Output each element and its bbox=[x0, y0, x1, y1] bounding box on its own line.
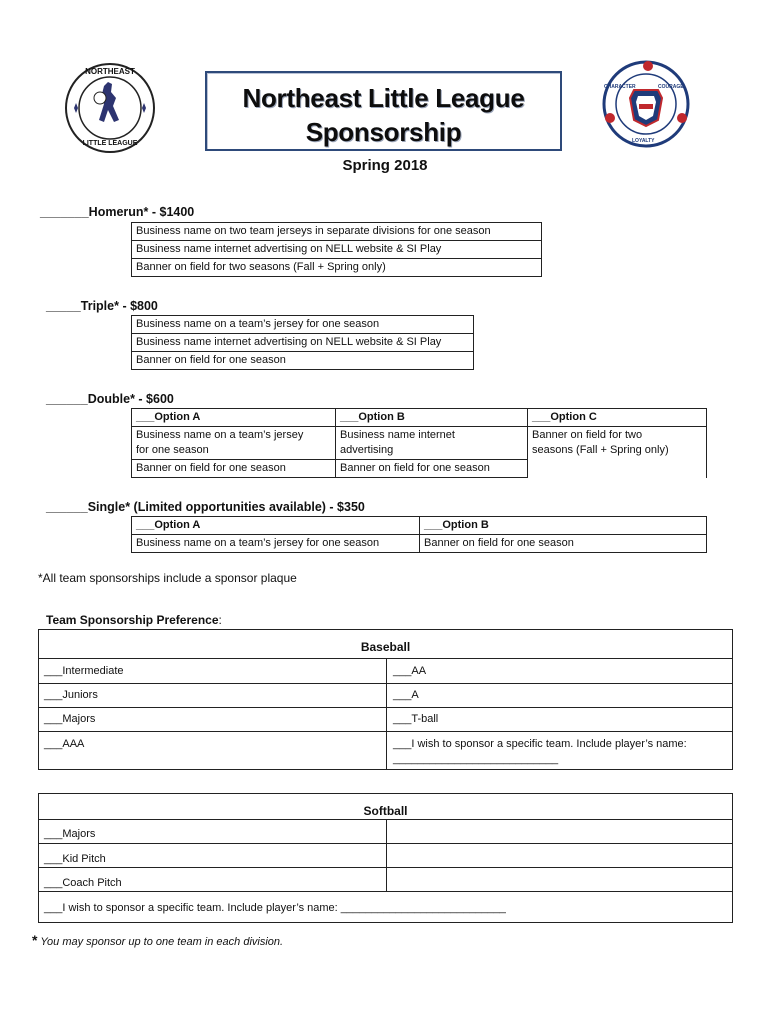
triple-row: Banner on field for one season bbox=[132, 352, 474, 370]
single-label: ______Single* (Limited opportunities available) - $350 bbox=[46, 500, 365, 514]
title-box bbox=[205, 71, 562, 151]
homerun-row: Banner on field for two seasons (Fall + Spring only) bbox=[132, 259, 542, 277]
softball-option-specific-team: ___I wish to sponsor a specific team. Include player’s name: ___________________________ bbox=[44, 902, 506, 914]
emblem-word-loyalty: LOYALTY bbox=[632, 138, 655, 144]
little-league-emblem-logo bbox=[602, 58, 690, 152]
softball-option-kid-pitch: ___Kid Pitch bbox=[44, 853, 106, 865]
triple-row: Business name on a team’s jersey for one season bbox=[132, 316, 474, 334]
homerun-row: Business name on two team jerseys in separate divisions for one season bbox=[132, 223, 542, 241]
preference-heading: Team Sponsorship Preference: bbox=[46, 613, 222, 627]
single-option-a-item: Business name on a team’s jersey for one season bbox=[132, 535, 420, 553]
baseball-option-aaa: ___AAA bbox=[44, 738, 85, 750]
logo-bottom-text: LITTLE LEAGUE bbox=[82, 140, 138, 147]
double-option-b-item: Banner on field for one season bbox=[336, 460, 528, 478]
northeast-little-league-logo bbox=[64, 62, 156, 154]
double-option-a-item: Business name on a team’s jersey for one season bbox=[132, 427, 336, 460]
baseball-option-majors: ___Majors bbox=[44, 713, 96, 725]
emblem-word-character: CHARACTER bbox=[604, 84, 636, 90]
double-option-c-header: ___Option C bbox=[528, 409, 707, 427]
double-option-a-header: ___Option A bbox=[132, 409, 336, 427]
triple-table bbox=[131, 315, 474, 370]
logo-top-text: NORTHEAST bbox=[85, 67, 135, 76]
baseball-option-juniors: ___Juniors bbox=[44, 689, 98, 701]
double-table bbox=[131, 408, 707, 478]
double-option-a-item: Banner on field for one season bbox=[132, 460, 336, 478]
plaque-note: *All team sponsorships include a sponsor plaque bbox=[38, 571, 297, 585]
softball-option-coach-pitch: ___Coach Pitch bbox=[44, 877, 122, 889]
homerun-label: _______Homerun* - $1400 bbox=[40, 205, 195, 219]
title-line-2: Sponsorship bbox=[305, 117, 462, 147]
softball-title: Softball bbox=[363, 804, 408, 818]
baseball-player-name-blank: ___________________________ bbox=[393, 753, 559, 765]
baseball-option-tball: ___T-ball bbox=[393, 713, 439, 725]
title-line-1: Northeast Little League bbox=[242, 83, 525, 113]
softball-option-majors: ___Majors bbox=[44, 828, 96, 840]
single-table bbox=[131, 516, 707, 553]
baseball-option-specific-team: ___I wish to sponsor a specific team. Include player’s name: bbox=[393, 738, 687, 750]
baseball-option-aa: ___AA bbox=[393, 665, 427, 677]
footnote: * You may sponsor up to one team in each division. bbox=[32, 932, 284, 948]
single-option-b-header: ___Option B bbox=[420, 517, 707, 535]
triple-label: _____Triple* - $800 bbox=[46, 299, 158, 313]
homerun-table bbox=[131, 222, 542, 277]
double-option-b-item: Business name internet advertising bbox=[336, 427, 528, 460]
double-option-c-item: Banner on field for two seasons (Fall + Spring only) bbox=[528, 427, 707, 478]
baseball-title: Baseball bbox=[360, 640, 411, 654]
season-subtitle: Spring 2018 bbox=[342, 157, 428, 174]
baseball-option-intermediate: ___Intermediate bbox=[44, 665, 124, 677]
single-option-b-item: Banner on field for one season bbox=[420, 535, 707, 553]
triple-row: Business name internet advertising on NELL website & SI Play bbox=[132, 334, 474, 352]
double-label: ______Double* - $600 bbox=[46, 392, 174, 406]
double-option-b-header: ___Option B bbox=[336, 409, 528, 427]
homerun-row: Business name internet advertising on NELL website & SI Play bbox=[132, 241, 542, 259]
baseball-option-a: ___A bbox=[393, 689, 419, 701]
emblem-word-courage: COURAGE bbox=[658, 84, 684, 90]
single-option-a-header: ___Option A bbox=[132, 517, 420, 535]
